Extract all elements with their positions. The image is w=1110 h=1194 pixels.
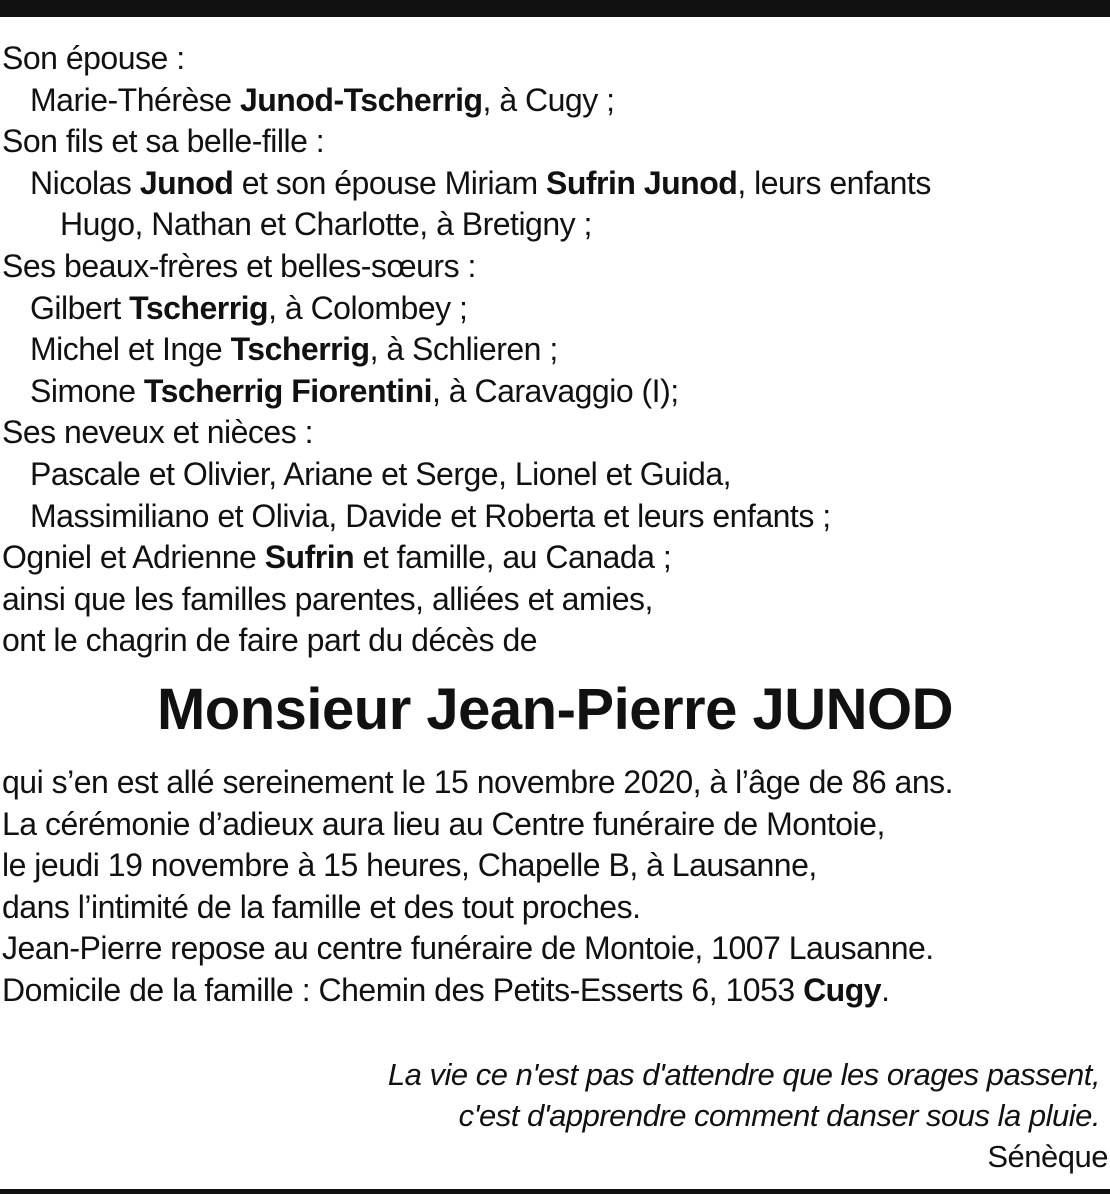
details-line xyxy=(2,928,1102,970)
family-list xyxy=(2,38,1102,662)
ceremony-details xyxy=(2,762,1102,1011)
line-text: Gilbert xyxy=(30,289,130,326)
details-line xyxy=(2,970,1102,1012)
surname-text: Junod-Tscherrig xyxy=(239,81,483,118)
family-line xyxy=(2,454,1102,496)
line-text: Massimiliano et Olivia, Davide et Roberta et leurs enfants ; xyxy=(30,497,831,534)
closing-quote xyxy=(108,1054,1108,1177)
line-text: Simone xyxy=(30,372,144,409)
family-line xyxy=(2,537,1102,579)
surname-text: Tscherrig xyxy=(230,331,370,368)
line-text: Domicile de la famille : Chemin des Petits-Esserts 6, 1053 xyxy=(2,971,804,1008)
details-line xyxy=(2,887,1102,929)
line-text: qui s’en est allé sereinement le 15 novembre 2020, à l’âge de 86 ans. xyxy=(2,764,954,800)
family-line xyxy=(2,620,1102,662)
family-line xyxy=(2,246,1102,288)
quote-line: c'est d'apprendre comment danser sous la pluie. xyxy=(458,1098,1100,1133)
family-line xyxy=(2,496,1102,538)
surname-text: Sufrin Junod xyxy=(546,164,738,201)
line-text: , leurs enfants xyxy=(737,164,931,201)
deceased-name: Monsieur Jean-Pierre JUNOD xyxy=(156,677,954,742)
family-line xyxy=(2,163,1102,205)
details-line xyxy=(2,762,1102,804)
line-text: Ses neveux et nièces : xyxy=(2,414,313,451)
family-line xyxy=(2,371,1102,413)
family-line xyxy=(2,329,1102,371)
line-text: Nicolas xyxy=(30,164,140,201)
line-text: La cérémonie d’adieux aura lieu au Centre funéraire de Montoie, xyxy=(2,805,885,842)
line-text: dans l’intimité de la famille et des tout proches. xyxy=(2,888,641,925)
family-line xyxy=(2,579,1102,621)
quote-author: Sénèque xyxy=(987,1139,1108,1174)
bottom-rule xyxy=(0,1189,1110,1194)
surname-text: Junod xyxy=(139,164,234,201)
line-text: , à Cugy ; xyxy=(482,81,615,118)
line-text: Son épouse : xyxy=(2,40,185,76)
line-text: Marie-Thérèse xyxy=(30,81,240,118)
surname-text: Sufrin xyxy=(264,539,355,576)
family-line xyxy=(2,121,1102,163)
line-text: , à Colombey ; xyxy=(268,289,468,326)
line-text: , à Caravaggio (I); xyxy=(432,372,679,409)
line-text: Ogniel et Adrienne xyxy=(2,539,265,576)
quote-line: La vie ce n'est pas d'attendre que les orages passent, xyxy=(387,1057,1100,1092)
line-text: ainsi que les familles parentes, alliées et amies, xyxy=(2,580,653,617)
line-text: et son épouse Miriam xyxy=(233,164,546,201)
surname-text: Tscherrig xyxy=(129,289,269,326)
details-line xyxy=(2,804,1102,846)
line-text: Michel et Inge xyxy=(30,331,231,368)
family-line xyxy=(2,80,1102,122)
family-line xyxy=(2,412,1102,454)
family-line xyxy=(2,204,1102,246)
line-text: ont le chagrin de faire part du décès de xyxy=(2,622,538,659)
line-text: Pascale et Olivier, Ariane et Serge, Lionel et Guida, xyxy=(30,455,732,492)
family-line xyxy=(2,38,1102,80)
surname-text: Cugy xyxy=(803,971,882,1008)
line-text: , à Schlieren ; xyxy=(369,331,558,368)
line-text: Hugo, Nathan et Charlotte, à Bretigny ; xyxy=(60,206,592,243)
details-line xyxy=(2,845,1102,887)
line-text: le jeudi 19 novembre à 15 heures, Chapelle B, à Lausanne, xyxy=(2,847,817,883)
family-line xyxy=(2,288,1102,330)
top-rule xyxy=(0,0,1110,17)
line-text: Son fils et sa belle-fille : xyxy=(2,123,325,160)
line-text: . xyxy=(881,971,890,1008)
line-text: et famille, au Canada ; xyxy=(354,539,672,576)
surname-text: Tscherrig Fiorentini xyxy=(143,372,432,409)
line-text: Ses beaux-frères et belles-sœurs : xyxy=(2,247,476,284)
line-text: Jean-Pierre repose au centre funéraire de Montoie, 1007 Lausanne. xyxy=(2,930,934,966)
